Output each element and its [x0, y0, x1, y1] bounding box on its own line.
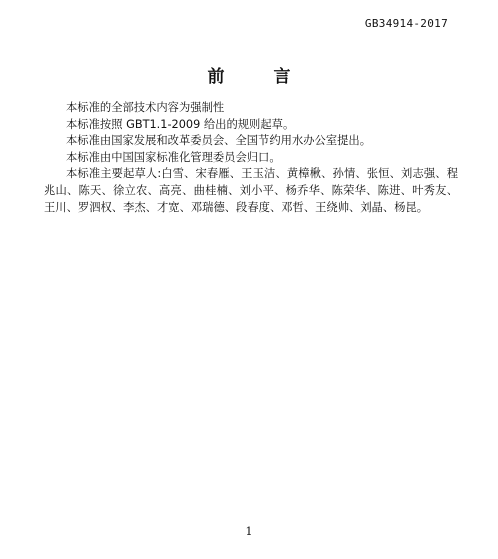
drafters-statement: 本标准主要起草人:白雪、宋春雁、王玉洁、黄樟楸、孙情、张恒、刘志强、程兆山、陈天、徐立农、高亮、曲桂楠、刘小平、杨乔华、陈荣华、陈进、叶秀友、王川、罗泗权、李杰、才宽、邓瑞德、段春度、邓哲、王绕帅、刘晶、杨昆。 — [44, 167, 458, 214]
proposer-statement: 本标准由国家发展和改革委员会、全国节约用水办公室提出。 — [66, 134, 372, 148]
content-mandatory-statement: 本标准的全部技术内容为强制性 — [66, 101, 225, 114]
administrator-statement: 本标准由中国国家标准化管理委员会归口。 — [66, 150, 281, 164]
page-number: 1 — [245, 525, 253, 538]
document-code: GB34914-2017 — [364, 17, 448, 30]
drafting-rules-statement: 本标准按照 GBT1.1-2009 给出的规则起草。 — [66, 117, 295, 131]
preface-body — [44, 100, 458, 216]
preface-title: 前 言 — [207, 67, 307, 87]
